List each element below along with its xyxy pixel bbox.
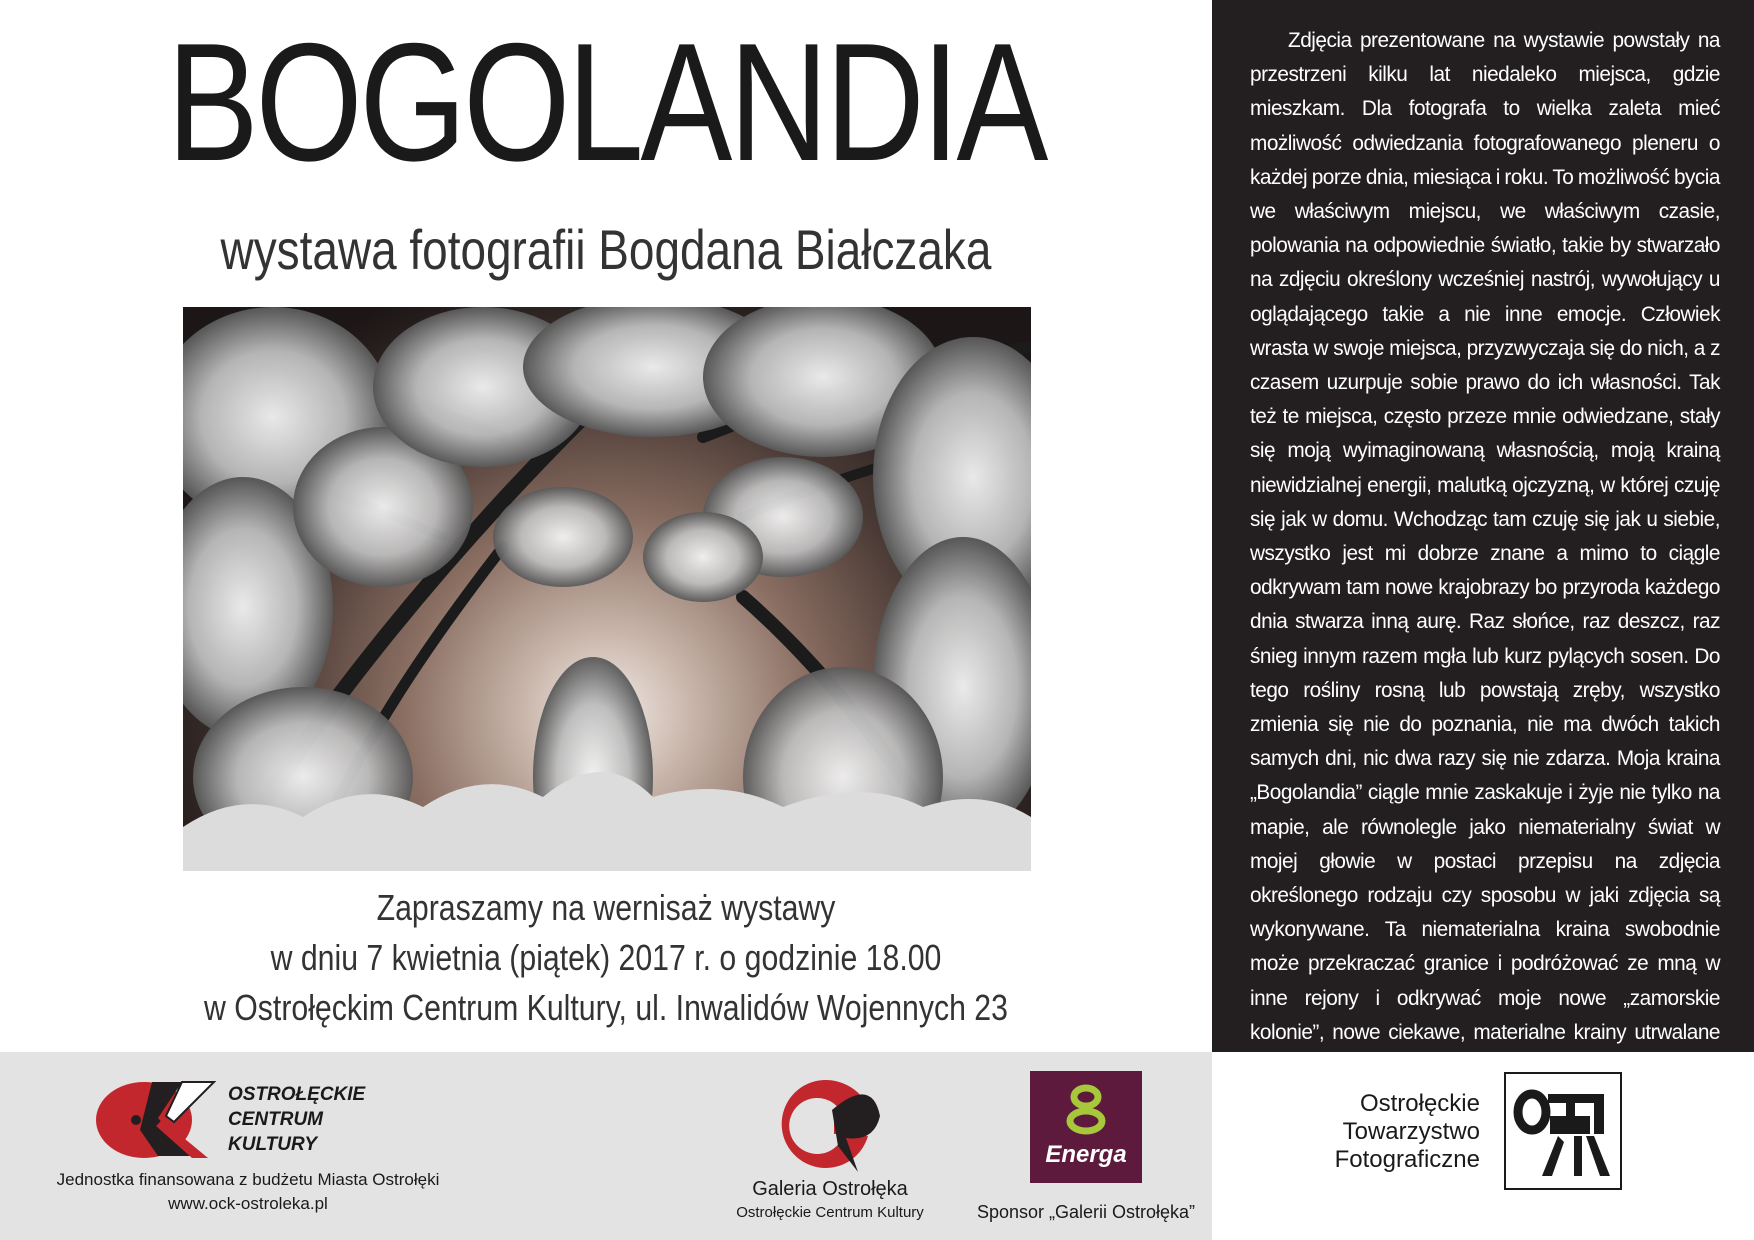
energa-logo: [1030, 1071, 1142, 1183]
galeria-name: Galeria Ostrołęka: [752, 1178, 908, 1200]
forest-canopy-image: [183, 307, 1031, 871]
energa-logo-text: Energa: [1045, 1141, 1127, 1168]
ock-website-link[interactable]: www.ock-ostroleka.pl: [168, 1194, 328, 1213]
invitation-line-2: w dniu 7 kwietnia (piątek) 2017 r. o godzinie 18.00: [270, 937, 942, 978]
description-text: Zdjęcia prezentowane na wystawie powstały na przestrzeni kilku lat niedaleko miejsca, gdzie mieszkam. Dla fotografa to wielka zaleta mieć możliwość odwiedzania fotografowanego pleneru o każdej porze dnia, miesiąca i roku. To możliwość bycia we właściwym miejscu, we właściwym czasie, polowania na odpowiednie światło, takie by stwarzało na zdjęciu określony wcześniej nastrój, wywołujący u oglądającego takie a nie inne emocje. Człowiek wrasta w swoje miejsca, przyzwyczaja się do nich, a z czasem uzurpuje sobie prawo do ich własności. Tak też te miejsca, często przeze mnie odwiedzane, stały się moją wyimaginowaną własnością, moją krainą niewidzialnej energii, malutką ojczyzną, w której czuję się jak w domu. Wchodząc tam czuję się jak u siebie, wszystko jest mi dobrze znane a mimo to ciągle odkrywam tam nowe krajobrazy bo przyroda każdego dnia stwarza inną aurę. Raz słońce, raz deszcz, raz śnieg innym razem mgła lub kurz pylących sosen. Do tego rośliny rosną lub powstają zręby, wszystko zmienia się nie do poznania, nie ma dwóch takich samych dni, nic dwa razy się nie zdarza. Moja kraina „Bogolandia” ciągle mnie zaskakuje i żyje nie tylko na mapie, ale równolegle jako niematerialny świat w mojej głowie w postaci przepisu na zdjęcia określonego rodzaju czy sposobu w jaki zdjęcia są wykonywane. Ta niematerialna kraina swobodnie może przekraczać granice i podróżować ze mną w inne rejony i odkrywać moje nowe „zamorskie kolonie”, nowe ciekawe, materialne krainy utrwalane: [1250, 29, 1720, 1044]
otf-name-line-1: Ostrołęckie: [1359, 1090, 1480, 1117]
ock-name-line-2: CENTRUM: [228, 1109, 323, 1130]
ock-logo-icon: [96, 1078, 216, 1160]
galeria-logo-icon: [776, 1076, 888, 1176]
ock-name-line-3: KULTURY: [228, 1134, 318, 1155]
otf-logo: [1504, 1072, 1622, 1190]
footer-otf-area: [1212, 1052, 1754, 1240]
energa-swirl-icon: [1064, 1083, 1108, 1137]
invitation-line-1: Zapraszamy na wernisaż wystawy: [376, 887, 836, 928]
otf-tripod-icon: [1512, 1080, 1614, 1182]
exhibition-subtitle: wystawa fotografii Bogdana Białczaka: [220, 218, 992, 281]
otf-name-line-2: Towarzystwo: [1342, 1118, 1480, 1145]
ock-name-line-1: OSTROŁĘCKIE: [228, 1084, 366, 1105]
exhibition-title: BOGOLANDIA: [166, 8, 1046, 196]
galeria-subtitle: Ostrołęckie Centrum Kultury: [736, 1204, 924, 1221]
ock-funding-note: Jednostka finansowana z budżetu Miasta Ostrołęki: [56, 1170, 440, 1189]
sponsor-caption: Sponsor „Galerii Ostrołęka”: [976, 1202, 1196, 1222]
invitation-line-3: w Ostrołęckim Centrum Kultury, ul. Inwalidów Wojennych 23: [204, 987, 1008, 1028]
otf-name-line-3: Fotograficzne: [1334, 1146, 1480, 1173]
description-panel: [1212, 0, 1754, 1052]
exhibition-photo: [183, 307, 1031, 871]
